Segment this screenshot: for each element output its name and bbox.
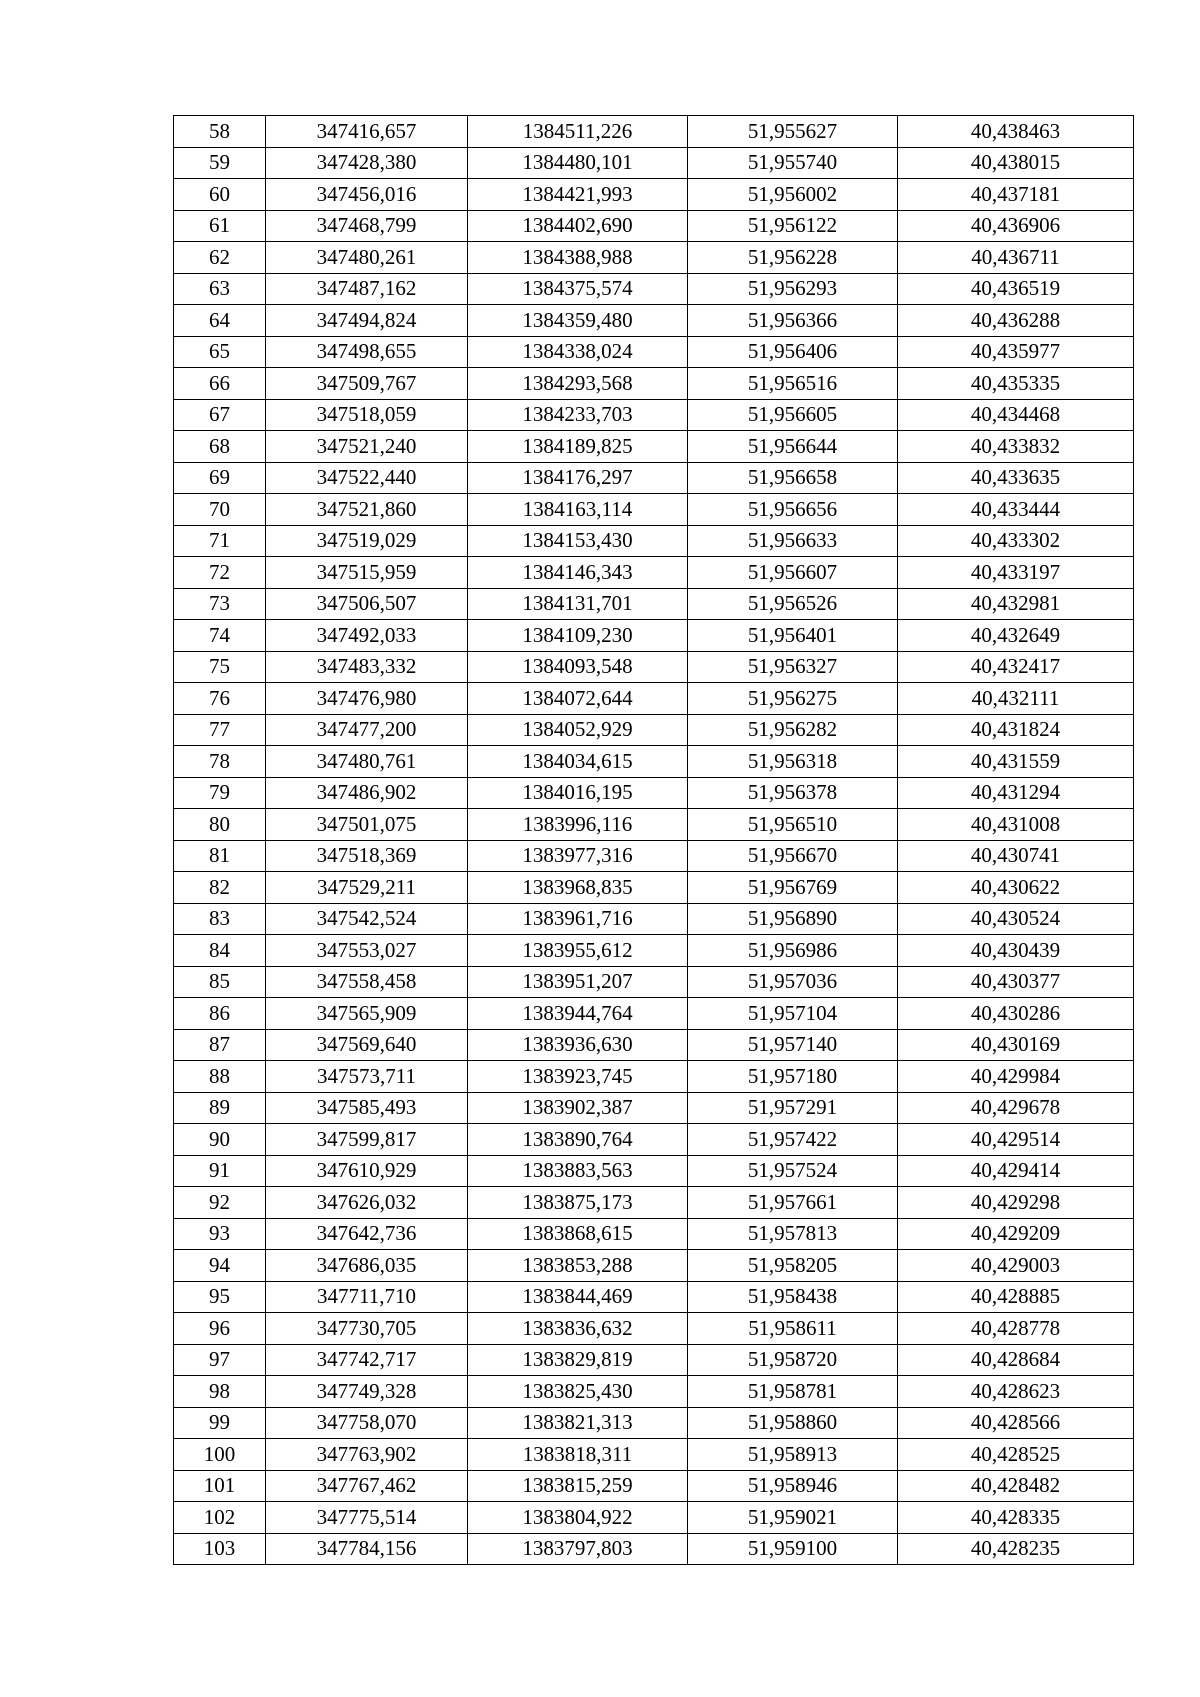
- point-number-cell: 75: [174, 651, 266, 683]
- longitude-cell: 40,433444: [898, 494, 1134, 526]
- latitude-cell: 51,956656: [688, 494, 898, 526]
- longitude-cell: 40,428525: [898, 1439, 1134, 1471]
- x-coordinate-cell: 347476,980: [266, 683, 468, 715]
- longitude-cell: 40,436288: [898, 305, 1134, 337]
- latitude-cell: 51,956658: [688, 462, 898, 494]
- longitude-cell: 40,428335: [898, 1502, 1134, 1534]
- point-number-cell: 84: [174, 935, 266, 967]
- longitude-cell: 40,429984: [898, 1061, 1134, 1093]
- point-number-cell: 61: [174, 210, 266, 242]
- y-coordinate-cell: 1383936,630: [468, 1029, 688, 1061]
- latitude-cell: 51,958781: [688, 1376, 898, 1408]
- table-row: [174, 1250, 1134, 1282]
- latitude-cell: 51,956002: [688, 179, 898, 211]
- y-coordinate-cell: 1384293,568: [468, 368, 688, 400]
- x-coordinate-cell: 347518,059: [266, 399, 468, 431]
- latitude-cell: 51,956366: [688, 305, 898, 337]
- y-coordinate-cell: 1383961,716: [468, 903, 688, 935]
- x-coordinate-cell: 347730,705: [266, 1313, 468, 1345]
- longitude-cell: 40,428623: [898, 1376, 1134, 1408]
- point-number-cell: 59: [174, 147, 266, 179]
- y-coordinate-cell: 1383804,922: [468, 1502, 688, 1534]
- x-coordinate-cell: 347515,959: [266, 557, 468, 589]
- longitude-cell: 40,429678: [898, 1092, 1134, 1124]
- latitude-cell: 51,956510: [688, 809, 898, 841]
- y-coordinate-cell: 1383818,311: [468, 1439, 688, 1471]
- longitude-cell: 40,430524: [898, 903, 1134, 935]
- x-coordinate-cell: 347521,240: [266, 431, 468, 463]
- y-coordinate-cell: 1384375,574: [468, 273, 688, 305]
- longitude-cell: 40,429514: [898, 1124, 1134, 1156]
- x-coordinate-cell: 347599,817: [266, 1124, 468, 1156]
- longitude-cell: 40,430377: [898, 966, 1134, 998]
- latitude-cell: 51,955740: [688, 147, 898, 179]
- longitude-cell: 40,428684: [898, 1344, 1134, 1376]
- table-row: [174, 1470, 1134, 1502]
- longitude-cell: 40,429298: [898, 1187, 1134, 1219]
- x-coordinate-cell: 347521,860: [266, 494, 468, 526]
- point-number-cell: 73: [174, 588, 266, 620]
- table-row: [174, 147, 1134, 179]
- table-row: [174, 998, 1134, 1030]
- table-row: [174, 1281, 1134, 1313]
- latitude-cell: 51,957291: [688, 1092, 898, 1124]
- point-number-cell: 82: [174, 872, 266, 904]
- x-coordinate-cell: 347480,261: [266, 242, 468, 274]
- x-coordinate-cell: 347487,162: [266, 273, 468, 305]
- table-row: [174, 1502, 1134, 1534]
- x-coordinate-cell: 347569,640: [266, 1029, 468, 1061]
- table-row: [174, 683, 1134, 715]
- longitude-cell: 40,428235: [898, 1533, 1134, 1565]
- latitude-cell: 51,958913: [688, 1439, 898, 1471]
- table-row: [174, 242, 1134, 274]
- x-coordinate-cell: 347529,211: [266, 872, 468, 904]
- latitude-cell: 51,958438: [688, 1281, 898, 1313]
- point-number-cell: 88: [174, 1061, 266, 1093]
- x-coordinate-cell: 347506,507: [266, 588, 468, 620]
- latitude-cell: 51,958946: [688, 1470, 898, 1502]
- table-row: [174, 1439, 1134, 1471]
- y-coordinate-cell: 1383996,116: [468, 809, 688, 841]
- table-row: [174, 746, 1134, 778]
- table-row: [174, 1092, 1134, 1124]
- y-coordinate-cell: 1384388,988: [468, 242, 688, 274]
- longitude-cell: 40,428885: [898, 1281, 1134, 1313]
- point-number-cell: 63: [174, 273, 266, 305]
- latitude-cell: 51,956526: [688, 588, 898, 620]
- table-row: [174, 966, 1134, 998]
- longitude-cell: 40,429414: [898, 1155, 1134, 1187]
- longitude-cell: 40,438463: [898, 116, 1134, 148]
- point-number-cell: 98: [174, 1376, 266, 1408]
- latitude-cell: 51,955627: [688, 116, 898, 148]
- longitude-cell: 40,428778: [898, 1313, 1134, 1345]
- longitude-cell: 40,434468: [898, 399, 1134, 431]
- y-coordinate-cell: 1383829,819: [468, 1344, 688, 1376]
- longitude-cell: 40,430286: [898, 998, 1134, 1030]
- point-number-cell: 58: [174, 116, 266, 148]
- latitude-cell: 51,958860: [688, 1407, 898, 1439]
- latitude-cell: 51,958611: [688, 1313, 898, 1345]
- y-coordinate-cell: 1384093,548: [468, 651, 688, 683]
- y-coordinate-cell: 1383902,387: [468, 1092, 688, 1124]
- x-coordinate-cell: 347486,902: [266, 777, 468, 809]
- y-coordinate-cell: 1383868,615: [468, 1218, 688, 1250]
- point-number-cell: 69: [174, 462, 266, 494]
- point-number-cell: 100: [174, 1439, 266, 1471]
- point-number-cell: 65: [174, 336, 266, 368]
- table-row: [174, 620, 1134, 652]
- table-row: [174, 935, 1134, 967]
- longitude-cell: 40,436519: [898, 273, 1134, 305]
- point-number-cell: 71: [174, 525, 266, 557]
- longitude-cell: 40,433197: [898, 557, 1134, 589]
- point-number-cell: 97: [174, 1344, 266, 1376]
- y-coordinate-cell: 1384359,480: [468, 305, 688, 337]
- x-coordinate-cell: 347558,458: [266, 966, 468, 998]
- point-number-cell: 80: [174, 809, 266, 841]
- x-coordinate-cell: 347686,035: [266, 1250, 468, 1282]
- table-row: [174, 399, 1134, 431]
- x-coordinate-cell: 347542,524: [266, 903, 468, 935]
- table-row: [174, 1061, 1134, 1093]
- point-number-cell: 66: [174, 368, 266, 400]
- x-coordinate-cell: 347483,332: [266, 651, 468, 683]
- table-row: [174, 431, 1134, 463]
- x-coordinate-cell: 347456,016: [266, 179, 468, 211]
- x-coordinate-cell: 347492,033: [266, 620, 468, 652]
- latitude-cell: 51,956670: [688, 840, 898, 872]
- point-number-cell: 86: [174, 998, 266, 1030]
- latitude-cell: 51,957524: [688, 1155, 898, 1187]
- y-coordinate-cell: 1383853,288: [468, 1250, 688, 1282]
- longitude-cell: 40,430622: [898, 872, 1134, 904]
- longitude-cell: 40,438015: [898, 147, 1134, 179]
- latitude-cell: 51,957140: [688, 1029, 898, 1061]
- table-row: [174, 557, 1134, 589]
- x-coordinate-cell: 347518,369: [266, 840, 468, 872]
- latitude-cell: 51,956327: [688, 651, 898, 683]
- x-coordinate-cell: 347585,493: [266, 1092, 468, 1124]
- y-coordinate-cell: 1384511,226: [468, 116, 688, 148]
- x-coordinate-cell: 347468,799: [266, 210, 468, 242]
- table-row: [174, 1124, 1134, 1156]
- latitude-cell: 51,956644: [688, 431, 898, 463]
- point-number-cell: 85: [174, 966, 266, 998]
- latitude-cell: 51,956406: [688, 336, 898, 368]
- longitude-cell: 40,433302: [898, 525, 1134, 557]
- latitude-cell: 51,956228: [688, 242, 898, 274]
- latitude-cell: 51,958720: [688, 1344, 898, 1376]
- latitude-cell: 51,956605: [688, 399, 898, 431]
- point-number-cell: 103: [174, 1533, 266, 1565]
- y-coordinate-cell: 1384176,297: [468, 462, 688, 494]
- latitude-cell: 51,957813: [688, 1218, 898, 1250]
- latitude-cell: 51,957104: [688, 998, 898, 1030]
- latitude-cell: 51,956282: [688, 714, 898, 746]
- longitude-cell: 40,432111: [898, 683, 1134, 715]
- latitude-cell: 51,956275: [688, 683, 898, 715]
- latitude-cell: 51,956401: [688, 620, 898, 652]
- longitude-cell: 40,433832: [898, 431, 1134, 463]
- table-row: [174, 210, 1134, 242]
- table-row: [174, 273, 1134, 305]
- point-number-cell: 99: [174, 1407, 266, 1439]
- y-coordinate-cell: 1384402,690: [468, 210, 688, 242]
- y-coordinate-cell: 1384189,825: [468, 431, 688, 463]
- y-coordinate-cell: 1384163,114: [468, 494, 688, 526]
- longitude-cell: 40,433635: [898, 462, 1134, 494]
- table-row: [174, 525, 1134, 557]
- x-coordinate-cell: 347480,761: [266, 746, 468, 778]
- x-coordinate-cell: 347416,657: [266, 116, 468, 148]
- y-coordinate-cell: 1383883,563: [468, 1155, 688, 1187]
- point-number-cell: 96: [174, 1313, 266, 1345]
- y-coordinate-cell: 1384016,195: [468, 777, 688, 809]
- latitude-cell: 51,957661: [688, 1187, 898, 1219]
- x-coordinate-cell: 347775,514: [266, 1502, 468, 1534]
- table-row: [174, 1407, 1134, 1439]
- y-coordinate-cell: 1383951,207: [468, 966, 688, 998]
- latitude-cell: 51,957422: [688, 1124, 898, 1156]
- latitude-cell: 51,956769: [688, 872, 898, 904]
- longitude-cell: 40,430169: [898, 1029, 1134, 1061]
- longitude-cell: 40,431008: [898, 809, 1134, 841]
- x-coordinate-cell: 347642,736: [266, 1218, 468, 1250]
- point-number-cell: 74: [174, 620, 266, 652]
- latitude-cell: 51,959100: [688, 1533, 898, 1565]
- y-coordinate-cell: 1383815,259: [468, 1470, 688, 1502]
- table-row: [174, 179, 1134, 211]
- coordinates-table-body: [174, 116, 1134, 1565]
- latitude-cell: 51,956986: [688, 935, 898, 967]
- latitude-cell: 51,956318: [688, 746, 898, 778]
- x-coordinate-cell: 347428,380: [266, 147, 468, 179]
- table-row: [174, 1313, 1134, 1345]
- y-coordinate-cell: 1384072,644: [468, 683, 688, 715]
- longitude-cell: 40,432981: [898, 588, 1134, 620]
- y-coordinate-cell: 1384338,024: [468, 336, 688, 368]
- x-coordinate-cell: 347522,440: [266, 462, 468, 494]
- longitude-cell: 40,431559: [898, 746, 1134, 778]
- x-coordinate-cell: 347565,909: [266, 998, 468, 1030]
- table-row: [174, 777, 1134, 809]
- longitude-cell: 40,436906: [898, 210, 1134, 242]
- point-number-cell: 93: [174, 1218, 266, 1250]
- longitude-cell: 40,430741: [898, 840, 1134, 872]
- x-coordinate-cell: 347711,710: [266, 1281, 468, 1313]
- point-number-cell: 68: [174, 431, 266, 463]
- point-number-cell: 87: [174, 1029, 266, 1061]
- y-coordinate-cell: 1384052,929: [468, 714, 688, 746]
- table-row: [174, 903, 1134, 935]
- x-coordinate-cell: 347509,767: [266, 368, 468, 400]
- table-row: [174, 714, 1134, 746]
- longitude-cell: 40,437181: [898, 179, 1134, 211]
- longitude-cell: 40,436711: [898, 242, 1134, 274]
- point-number-cell: 60: [174, 179, 266, 211]
- table-row: [174, 494, 1134, 526]
- y-coordinate-cell: 1383821,313: [468, 1407, 688, 1439]
- x-coordinate-cell: 347477,200: [266, 714, 468, 746]
- latitude-cell: 51,956633: [688, 525, 898, 557]
- point-number-cell: 91: [174, 1155, 266, 1187]
- longitude-cell: 40,430439: [898, 935, 1134, 967]
- longitude-cell: 40,435335: [898, 368, 1134, 400]
- point-number-cell: 67: [174, 399, 266, 431]
- y-coordinate-cell: 1383875,173: [468, 1187, 688, 1219]
- longitude-cell: 40,431294: [898, 777, 1134, 809]
- x-coordinate-cell: 347494,824: [266, 305, 468, 337]
- x-coordinate-cell: 347553,027: [266, 935, 468, 967]
- point-number-cell: 81: [174, 840, 266, 872]
- x-coordinate-cell: 347610,929: [266, 1155, 468, 1187]
- x-coordinate-cell: 347501,075: [266, 809, 468, 841]
- latitude-cell: 51,958205: [688, 1250, 898, 1282]
- point-number-cell: 76: [174, 683, 266, 715]
- point-number-cell: 70: [174, 494, 266, 526]
- longitude-cell: 40,429209: [898, 1218, 1134, 1250]
- y-coordinate-cell: 1384131,701: [468, 588, 688, 620]
- point-number-cell: 72: [174, 557, 266, 589]
- point-number-cell: 94: [174, 1250, 266, 1282]
- latitude-cell: 51,957180: [688, 1061, 898, 1093]
- table-row: [174, 1187, 1134, 1219]
- x-coordinate-cell: 347498,655: [266, 336, 468, 368]
- table-row: [174, 336, 1134, 368]
- table-row: [174, 1344, 1134, 1376]
- table-row: [174, 840, 1134, 872]
- table-row: [174, 1218, 1134, 1250]
- latitude-cell: 51,956607: [688, 557, 898, 589]
- latitude-cell: 51,957036: [688, 966, 898, 998]
- point-number-cell: 101: [174, 1470, 266, 1502]
- point-number-cell: 78: [174, 746, 266, 778]
- y-coordinate-cell: 1383944,764: [468, 998, 688, 1030]
- table-row: [174, 1029, 1134, 1061]
- y-coordinate-cell: 1383890,764: [468, 1124, 688, 1156]
- y-coordinate-cell: 1384034,615: [468, 746, 688, 778]
- x-coordinate-cell: 347742,717: [266, 1344, 468, 1376]
- y-coordinate-cell: 1384233,703: [468, 399, 688, 431]
- latitude-cell: 51,956293: [688, 273, 898, 305]
- point-number-cell: 89: [174, 1092, 266, 1124]
- point-number-cell: 79: [174, 777, 266, 809]
- latitude-cell: 51,956516: [688, 368, 898, 400]
- x-coordinate-cell: 347758,070: [266, 1407, 468, 1439]
- y-coordinate-cell: 1384480,101: [468, 147, 688, 179]
- table-row: [174, 462, 1134, 494]
- point-number-cell: 77: [174, 714, 266, 746]
- point-number-cell: 83: [174, 903, 266, 935]
- point-number-cell: 62: [174, 242, 266, 274]
- table-row: [174, 305, 1134, 337]
- y-coordinate-cell: 1384146,343: [468, 557, 688, 589]
- table-row: [174, 651, 1134, 683]
- y-coordinate-cell: 1383977,316: [468, 840, 688, 872]
- table-row: [174, 368, 1134, 400]
- y-coordinate-cell: 1383923,745: [468, 1061, 688, 1093]
- point-number-cell: 92: [174, 1187, 266, 1219]
- table-row: [174, 872, 1134, 904]
- table-row: [174, 1155, 1134, 1187]
- longitude-cell: 40,428482: [898, 1470, 1134, 1502]
- latitude-cell: 51,956890: [688, 903, 898, 935]
- longitude-cell: 40,432417: [898, 651, 1134, 683]
- y-coordinate-cell: 1383797,803: [468, 1533, 688, 1565]
- x-coordinate-cell: 347763,902: [266, 1439, 468, 1471]
- y-coordinate-cell: 1383836,632: [468, 1313, 688, 1345]
- point-number-cell: 95: [174, 1281, 266, 1313]
- latitude-cell: 51,956122: [688, 210, 898, 242]
- latitude-cell: 51,959021: [688, 1502, 898, 1534]
- point-number-cell: 102: [174, 1502, 266, 1534]
- latitude-cell: 51,956378: [688, 777, 898, 809]
- table-row: [174, 116, 1134, 148]
- table-row: [174, 588, 1134, 620]
- x-coordinate-cell: 347573,711: [266, 1061, 468, 1093]
- x-coordinate-cell: 347749,328: [266, 1376, 468, 1408]
- point-number-cell: 90: [174, 1124, 266, 1156]
- y-coordinate-cell: 1384421,993: [468, 179, 688, 211]
- y-coordinate-cell: 1384153,430: [468, 525, 688, 557]
- coordinates-table: [173, 115, 1134, 1565]
- longitude-cell: 40,435977: [898, 336, 1134, 368]
- longitude-cell: 40,429003: [898, 1250, 1134, 1282]
- longitude-cell: 40,428566: [898, 1407, 1134, 1439]
- x-coordinate-cell: 347784,156: [266, 1533, 468, 1565]
- y-coordinate-cell: 1383955,612: [468, 935, 688, 967]
- table-row: [174, 809, 1134, 841]
- x-coordinate-cell: 347626,032: [266, 1187, 468, 1219]
- point-number-cell: 64: [174, 305, 266, 337]
- y-coordinate-cell: 1384109,230: [468, 620, 688, 652]
- table-row: [174, 1376, 1134, 1408]
- table-row: [174, 1533, 1134, 1565]
- x-coordinate-cell: 347767,462: [266, 1470, 468, 1502]
- longitude-cell: 40,432649: [898, 620, 1134, 652]
- y-coordinate-cell: 1383844,469: [468, 1281, 688, 1313]
- x-coordinate-cell: 347519,029: [266, 525, 468, 557]
- longitude-cell: 40,431824: [898, 714, 1134, 746]
- y-coordinate-cell: 1383825,430: [468, 1376, 688, 1408]
- y-coordinate-cell: 1383968,835: [468, 872, 688, 904]
